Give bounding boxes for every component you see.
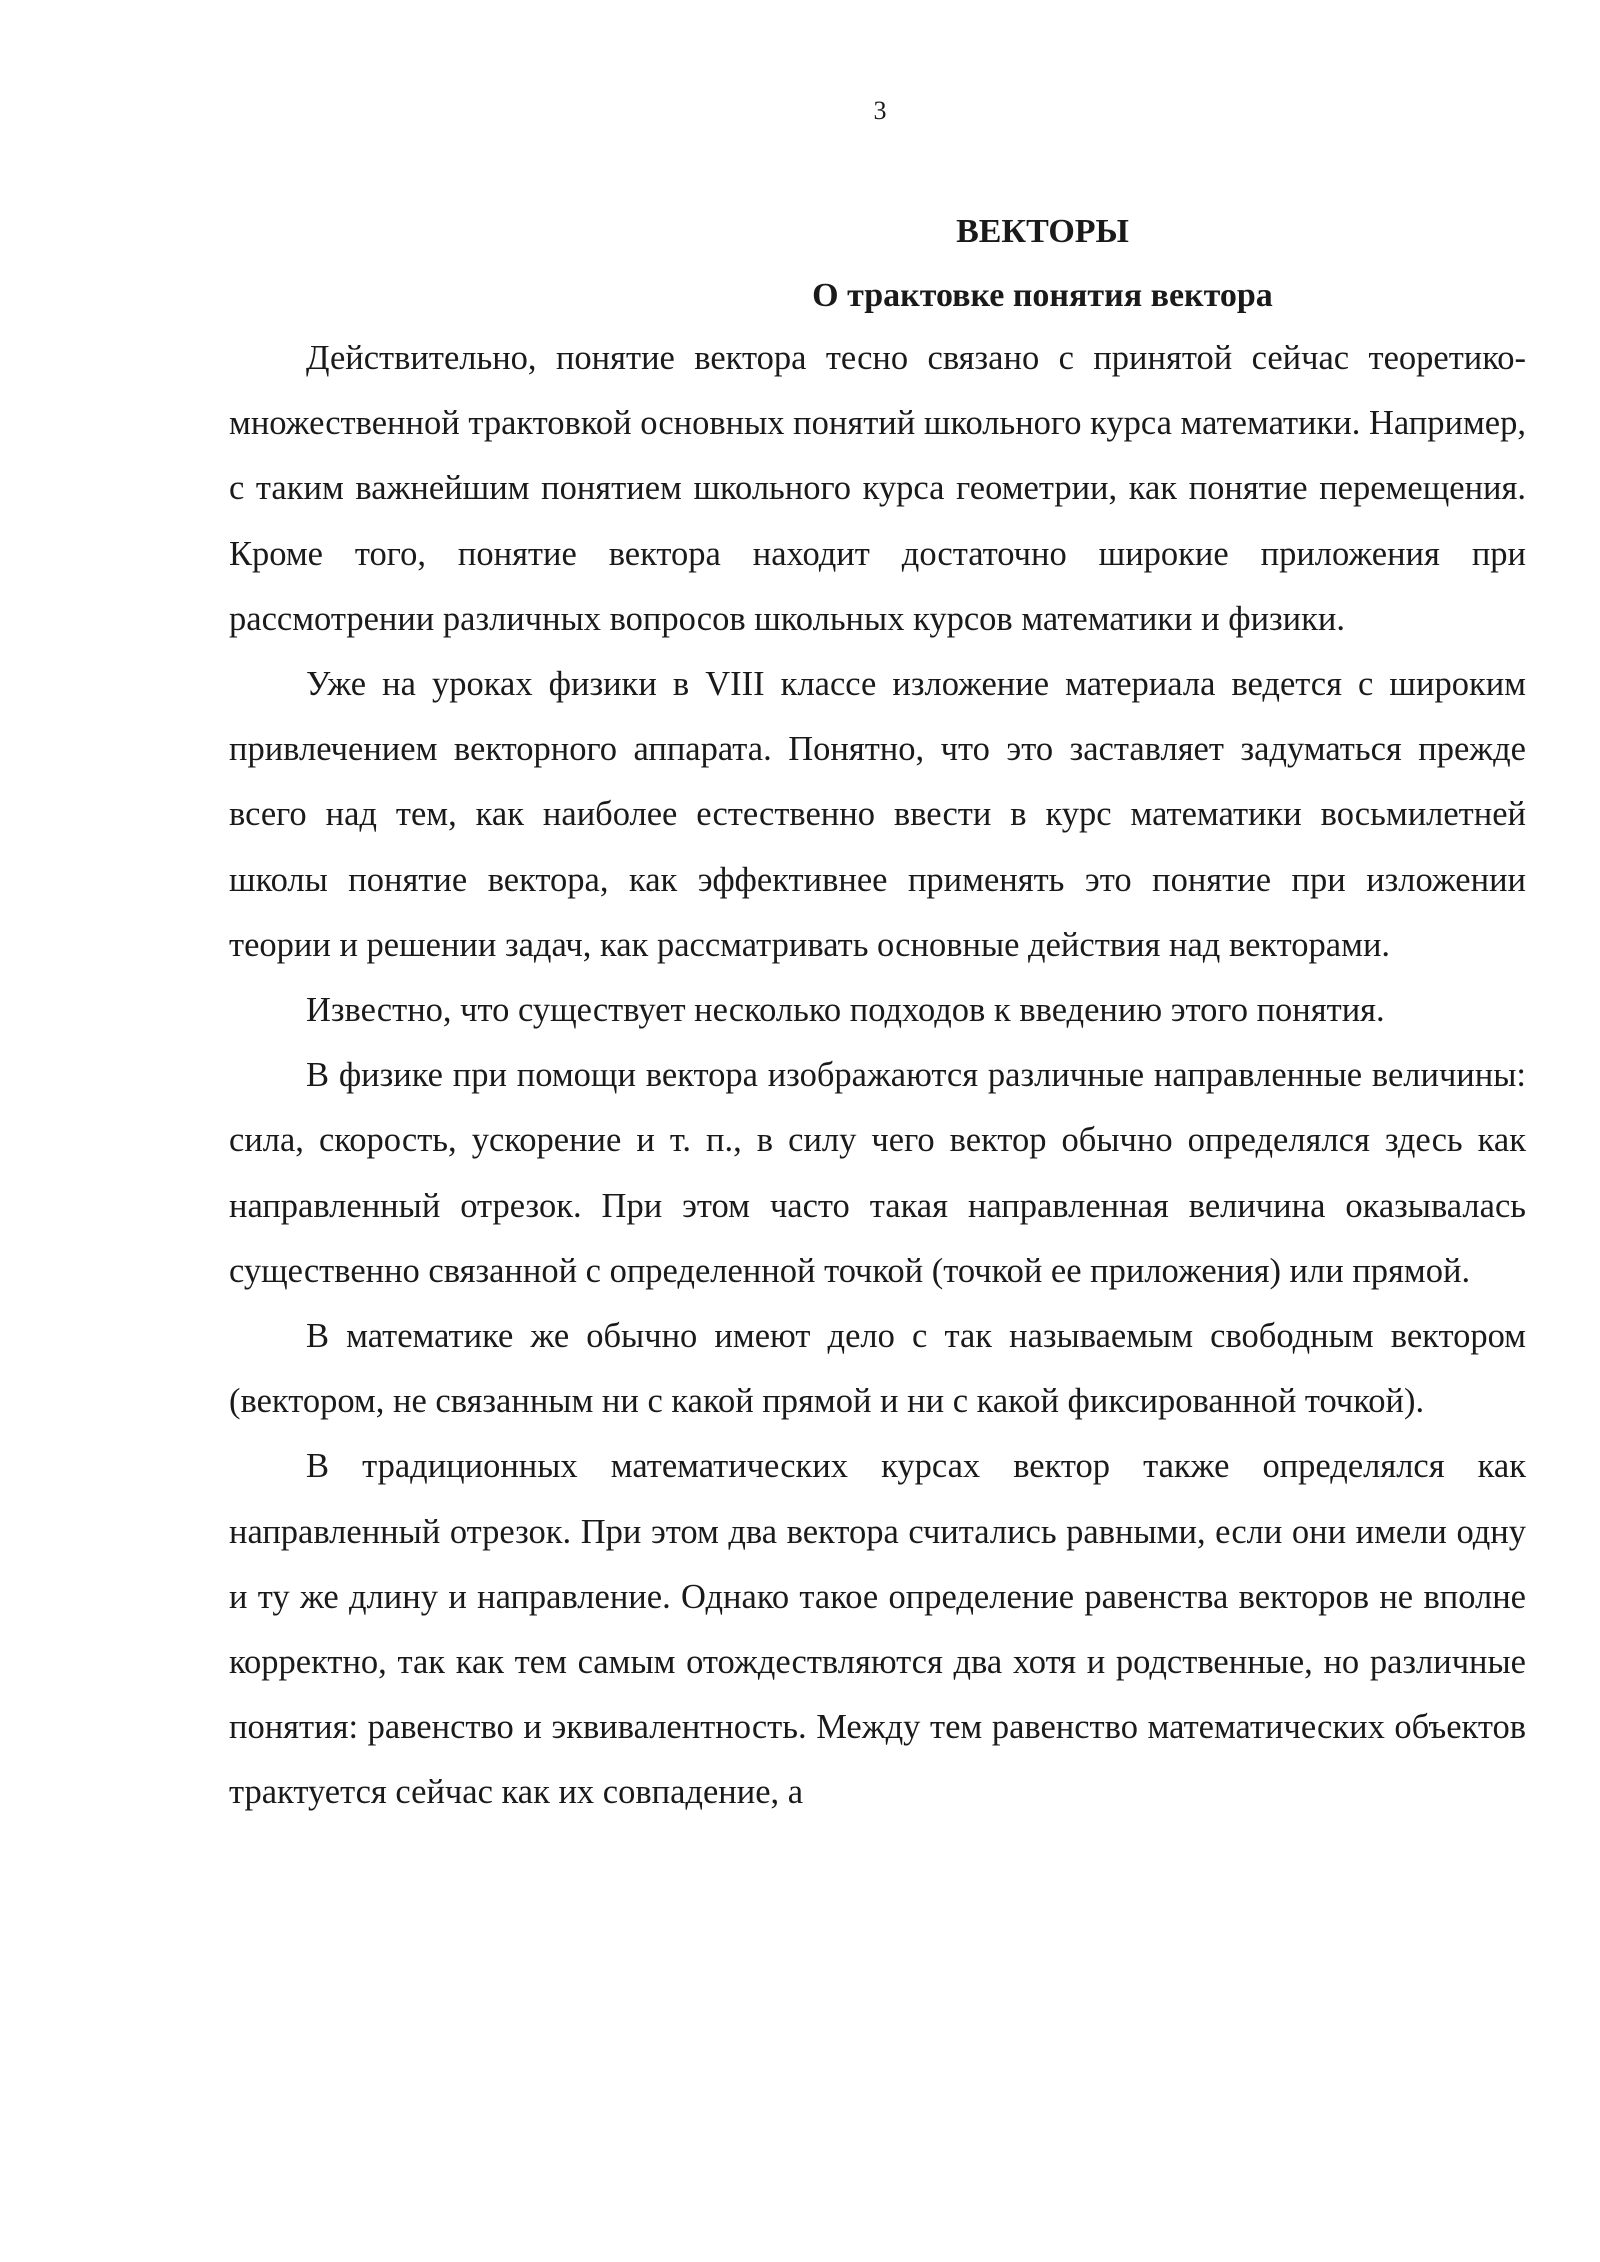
paragraph-3: Известно, что существует несколько подходов к введению этого понятия.	[306, 991, 1385, 1030]
paragraph-1: Действительно, понятие вектора тесно связано с принятой сейчас теоретико-множественной трактовкой основных понятий школьного курса математики. Например, с таким важнейшим понятием школьного курса геометрии, как понятие перемещения. Кроме того, понятие вектора находит достаточно широкие приложения при рассмотрении различных вопросов школьных курсов математики и физики.	[229, 339, 1526, 638]
paragraph-4: В физике при помощи вектора изображаются различные направленные величины: сила, скорость, ускорение и т. п., в силу чего вектор обычно определялся здесь как направленный отрезок. При этом часто такая направленная величина оказывалась существенно связанной с определенной точкой (точкой ее приложения) или прямой.	[229, 1056, 1526, 1290]
section-subtitle: О трактовке понятия вектора	[812, 277, 1273, 314]
paragraph-2: Уже на уроках физики в VIII классе изложение материала ведется с широким привлечением векторного аппарата. Понятно, что это заставляет задуматься прежде всего над тем, как наиболее естественно ввести в курс математики восьмилетней школы понятие вектора, как эффективнее применять это понятие при изложении теории и решении задач, как рассматривать основные действия над векторами.	[229, 665, 1526, 964]
paragraph-6: В традиционных математических курсах вектор также определялся как направленный отрезок. При этом два вектора считались равными, если они имели одну и ту же длину и направление. Однако такое определение равенства векторов не вполне корректно, так как тем самым отождествляются два хотя и родственные, но различные понятия: равенство и эквивалентность. Между тем равенство математических объектов трактуется сейчас как их совпадение, а	[229, 1447, 1526, 1812]
paragraph-5: В математике же обычно имеют дело с так называемым свободным вектором (вектором, не связанным ни с какой прямой и ни с какой фиксированной точкой).	[229, 1317, 1526, 1421]
document-body	[229, 210, 1526, 1826]
page-title: ВЕКТОРЫ	[956, 213, 1129, 250]
page-number: 3	[873, 96, 887, 125]
